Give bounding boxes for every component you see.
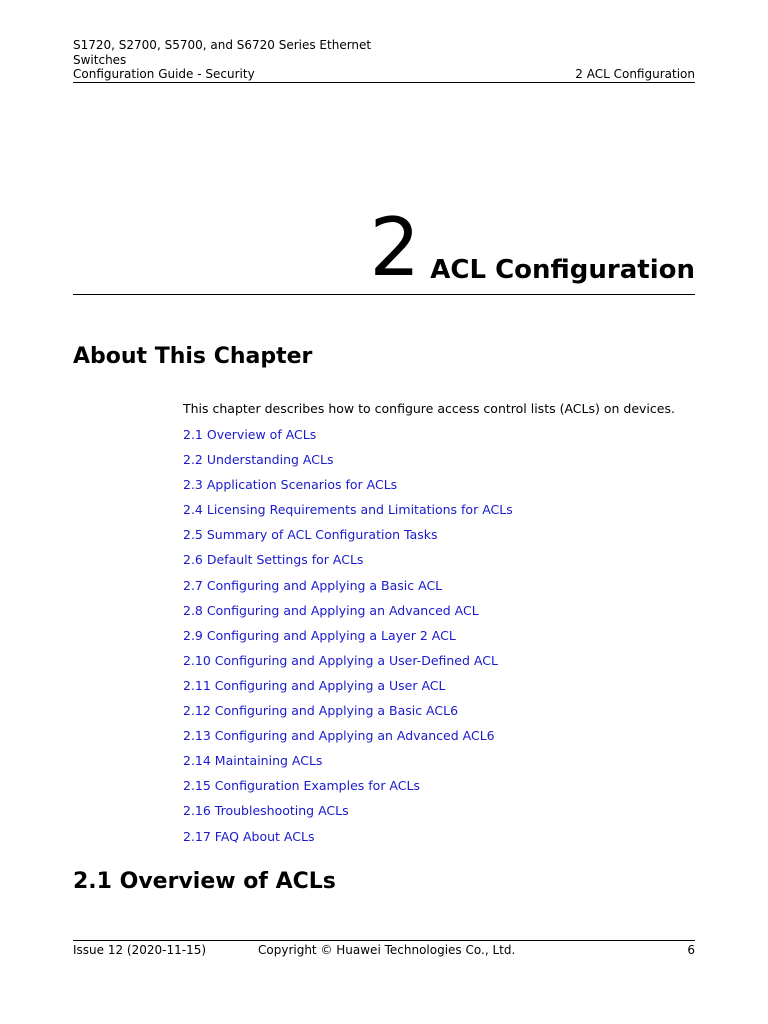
- toc-item: [183, 427, 513, 452]
- toc-link-2-11[interactable]: 2.11 Configuring and Applying a User ACL: [183, 677, 446, 693]
- overview-section-title: 2.1 Overview of ACLs: [73, 869, 336, 894]
- toc-link-2-2[interactable]: 2.2 Understanding ACLs: [183, 452, 334, 468]
- toc-link-2-17[interactable]: 2.17 FAQ About ACLs: [183, 828, 315, 844]
- header-row: [73, 67, 695, 82]
- footer-issue: Issue 12 (2020-11-15): [73, 943, 207, 957]
- header-product-line2: Switches: [73, 52, 127, 67]
- footer-copyright: Copyright © Huawei Technologies Co., Ltd.: [258, 943, 516, 957]
- toc-link-2-12[interactable]: 2.12 Configuring and Applying a Basic ACL6: [183, 703, 459, 719]
- toc-link-2-10[interactable]: 2.10 Configuring and Applying a User-Defined ACL: [183, 652, 498, 668]
- chapter-title: ACL Configuration: [430, 255, 695, 285]
- toc-link-2-4[interactable]: 2.4 Licensing Requirements and Limitations for ACLs: [183, 502, 513, 518]
- toc-item: [183, 703, 513, 728]
- toc-link-2-7[interactable]: 2.7 Configuring and Applying a Basic ACL: [183, 577, 443, 593]
- toc-item: [183, 603, 513, 628]
- toc-link-2-9[interactable]: 2.9 Configuring and Applying a Layer 2 ACL: [183, 627, 456, 643]
- toc-link-2-8[interactable]: 2.8 Configuring and Applying an Advanced ACL: [183, 602, 479, 618]
- toc-item: [183, 829, 513, 854]
- toc-item: [183, 628, 513, 653]
- toc-link-2-5[interactable]: 2.5 Summary of ACL Configuration Tasks: [183, 527, 438, 543]
- toc-item: [183, 753, 513, 778]
- toc-item: [183, 678, 513, 703]
- page-header: [73, 38, 695, 83]
- chapter-heading: [73, 201, 695, 295]
- toc-link-2-3[interactable]: 2.3 Application Scenarios for ACLs: [183, 477, 398, 493]
- toc-item: [183, 527, 513, 552]
- toc-item: [183, 778, 513, 803]
- toc-item: [183, 653, 513, 678]
- toc-item: [183, 502, 513, 527]
- toc-link-2-14[interactable]: 2.14 Maintaining ACLs: [183, 753, 323, 769]
- header-chapter-title: 2 ACL Configuration: [575, 67, 695, 81]
- toc-link-2-13[interactable]: 2.13 Configuring and Applying an Advanced ACL6: [183, 728, 495, 744]
- toc-item: [183, 803, 513, 828]
- toc-link-2-6[interactable]: 2.6 Default Settings for ACLs: [183, 552, 364, 568]
- toc-item: [183, 452, 513, 477]
- footer-page-number: 6: [687, 943, 695, 957]
- toc-link-2-15[interactable]: 2.15 Configuration Examples for ACLs: [183, 778, 420, 794]
- about-chapter-title: About This Chapter: [73, 344, 313, 369]
- page-footer: [73, 940, 695, 957]
- chapter-number: 2: [369, 201, 421, 294]
- header-guide-title: Configuration Guide - Security: [73, 67, 255, 81]
- chapter-intro-text: This chapter describes how to configure access control lists (ACLs) on devices.: [183, 401, 675, 416]
- toc-item: [183, 728, 513, 753]
- toc-link-2-1[interactable]: 2.1 Overview of ACLs: [183, 427, 317, 442]
- chapter-toc: [183, 427, 513, 854]
- toc-item: [183, 477, 513, 502]
- toc-item: [183, 552, 513, 577]
- header-product-line1: S1720, S2700, S5700, and S6720 Series Ethernet: [73, 38, 372, 52]
- toc-link-2-16[interactable]: 2.16 Troubleshooting ACLs: [183, 803, 349, 819]
- toc-item: [183, 578, 513, 603]
